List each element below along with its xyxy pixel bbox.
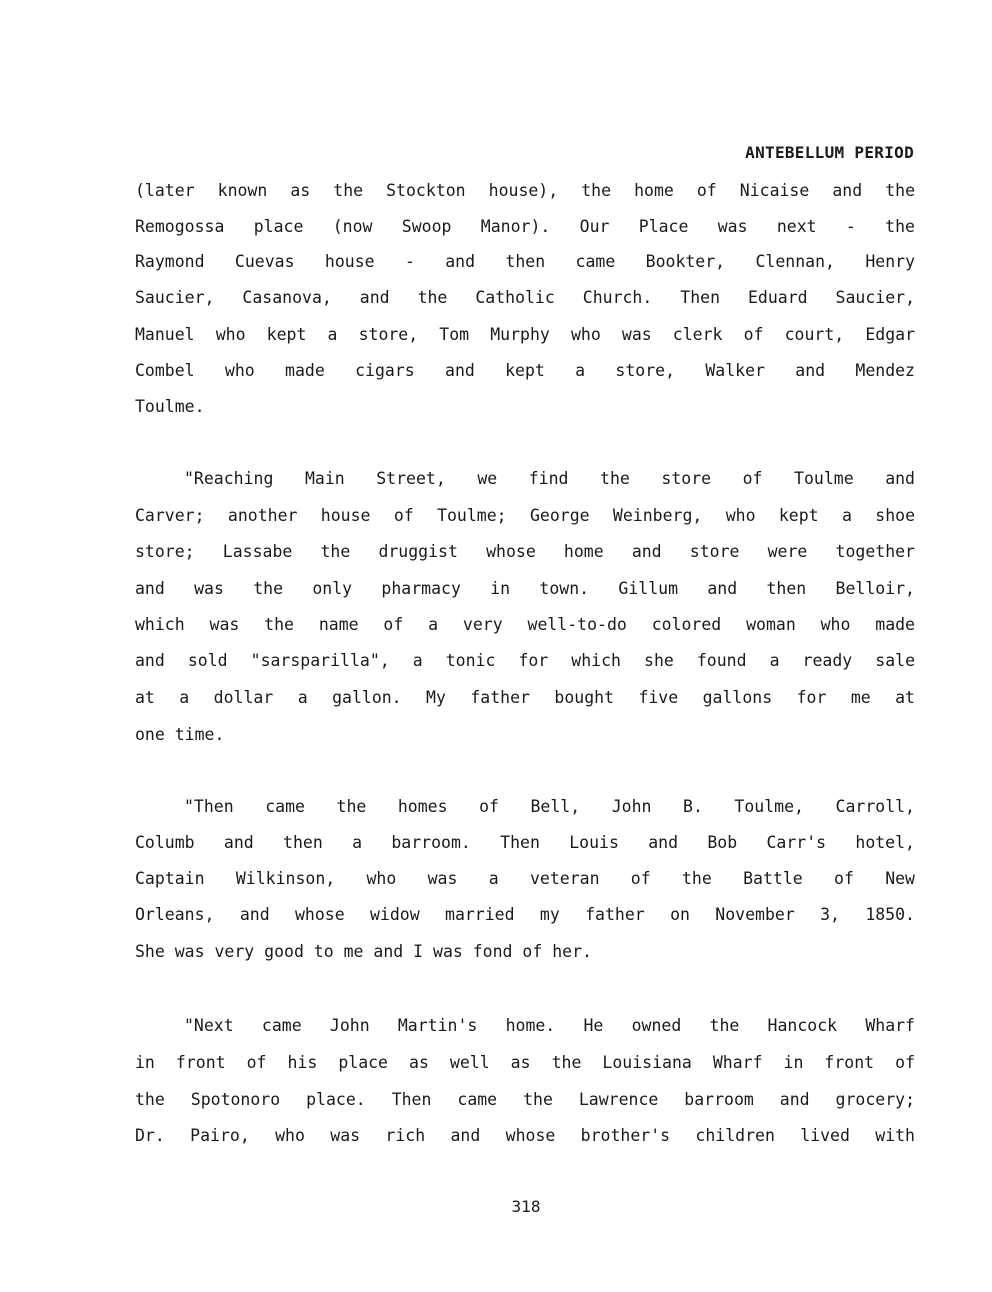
paragraph-3-line: "Then came the homes of Bell, John B. Toulme, Carroll, [184, 797, 915, 816]
running-header: ANTEBELLUM PERIOD [745, 143, 914, 162]
paragraph-3-line: Columb and then a barroom. Then Louis and Bob Carr's hotel, [135, 833, 915, 852]
paragraph-4-line: "Next came John Martin's home. He owned the Hancock Wharf [184, 1016, 915, 1035]
paragraph-2-line: and was the only pharmacy in town. Gillum and then Belloir, [135, 579, 915, 598]
paragraph-2-line: and sold "sarsparilla", a tonic for which she found a ready sale [135, 651, 915, 670]
paragraph-3-line: Orleans, and whose widow married my father on November 3, 1850. [135, 905, 915, 924]
paragraph-1-line: Manuel who kept a store, Tom Murphy who was clerk of court, Edgar [135, 325, 915, 344]
paragraph-1-line: Remogossa place (now Swoop Manor). Our Place was next - the [135, 217, 915, 236]
paragraph-4-line: in front of his place as well as the Louisiana Wharf in front of [135, 1053, 915, 1072]
paragraph-2-line: store; Lassabe the druggist whose home and store were together [135, 542, 915, 561]
paragraph-2-line: at a dollar a gallon. My father bought five gallons for me at [135, 688, 915, 707]
paragraph-1-line: Combel who made cigars and kept a store, Walker and Mendez [135, 361, 915, 380]
paragraph-1-line: Raymond Cuevas house - and then came Bookter, Clennan, Henry [135, 252, 915, 271]
paragraph-1-line: Saucier, Casanova, and the Catholic Church. Then Eduard Saucier, [135, 288, 915, 307]
paragraph-2-line: which was the name of a very well-to-do colored woman who made [135, 615, 915, 634]
paragraph-2-line: Carver; another house of Toulme; George Weinberg, who kept a shoe [135, 506, 915, 525]
paragraph-3-line: She was very good to me and I was fond of her. [135, 942, 592, 961]
page-number: 318 [511, 1197, 541, 1216]
paragraph-3-line: Captain Wilkinson, who was a veteran of the Battle of New [135, 869, 915, 888]
paragraph-2-line: one time. [135, 725, 225, 744]
paragraph-4-line: Dr. Pairo, who was rich and whose brother's children lived with [135, 1126, 915, 1145]
paragraph-1-line: (later known as the Stockton house), the home of Nicaise and the [135, 181, 915, 200]
paragraph-1-line: Toulme. [135, 397, 205, 416]
paragraph-4-line: the Spotonoro place. Then came the Lawrence barroom and grocery; [135, 1090, 915, 1109]
paragraph-2-line: "Reaching Main Street, we find the store of Toulme and [184, 469, 915, 488]
